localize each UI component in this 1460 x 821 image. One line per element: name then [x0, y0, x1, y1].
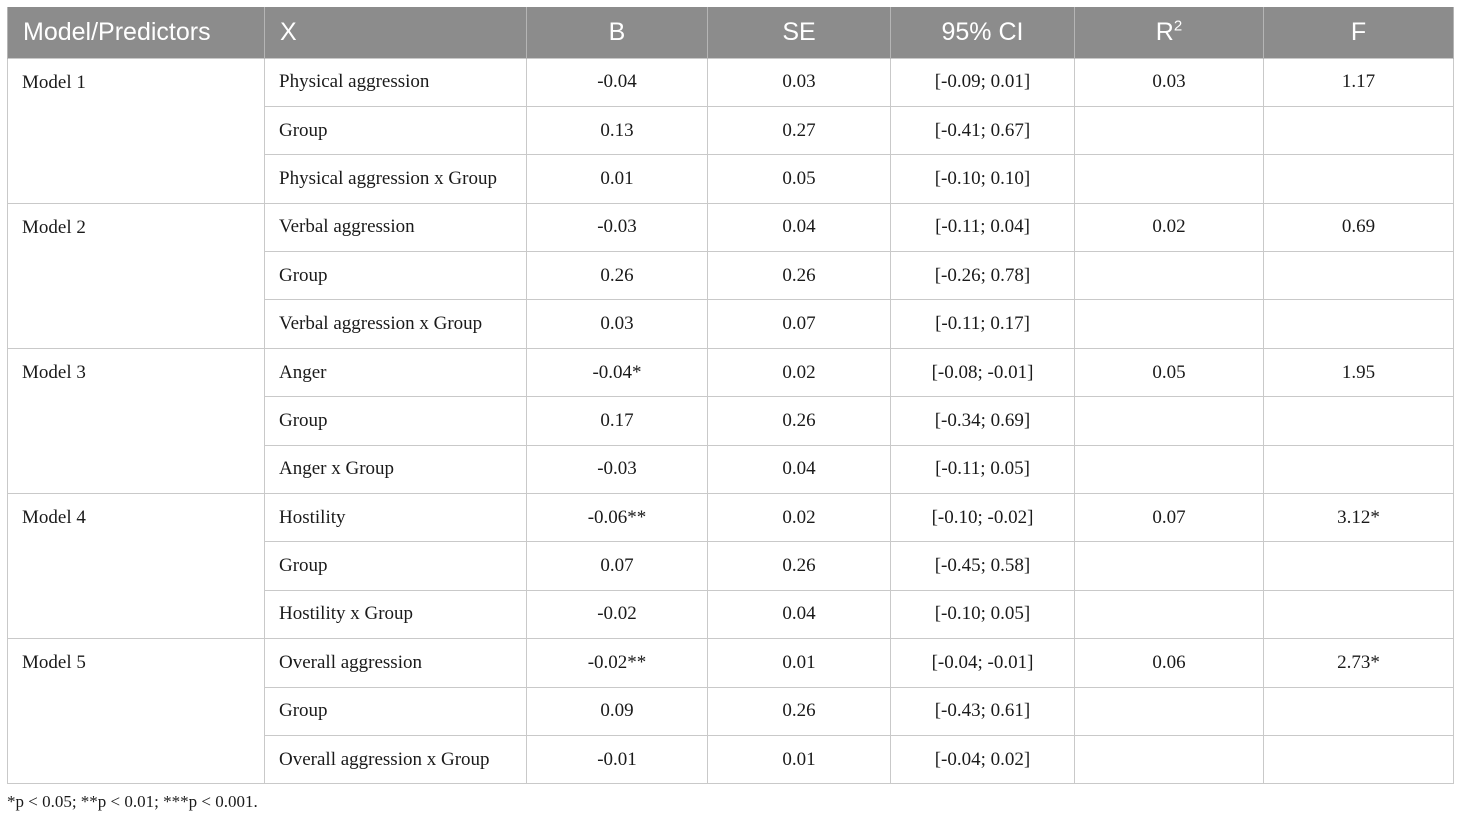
se-cell: 0.04 [708, 203, 891, 251]
model-label: Model 4 [8, 494, 265, 639]
table-header-row [8, 7, 1454, 58]
b-cell: 0.01 [527, 155, 708, 203]
r2-cell [1075, 300, 1264, 348]
r2-cell: 0.03 [1075, 58, 1264, 106]
r2-cell [1075, 590, 1264, 638]
b-cell: 0.26 [527, 252, 708, 300]
f-cell: 3.12* [1264, 494, 1454, 542]
b-cell: 0.17 [527, 397, 708, 445]
se-cell: 0.26 [708, 397, 891, 445]
f-cell [1264, 687, 1454, 735]
ci-cell: [-0.10; -0.02] [891, 494, 1075, 542]
ci-cell: [-0.11; 0.04] [891, 203, 1075, 251]
header-r2-superscript: 2 [1173, 17, 1183, 35]
predictor-cell: Group [265, 106, 527, 154]
ci-cell: [-0.10; 0.10] [891, 155, 1075, 203]
se-cell: 0.26 [708, 542, 891, 590]
se-cell: 0.05 [708, 155, 891, 203]
b-cell: -0.04 [527, 58, 708, 106]
significance-footnote: *p < 0.05; **p < 0.01; ***p < 0.001. [7, 792, 258, 811]
b-cell: 0.09 [527, 687, 708, 735]
model-label: Model 5 [8, 639, 265, 784]
table-body [8, 58, 1454, 784]
predictor-cell: Verbal aggression x Group [265, 300, 527, 348]
ci-cell: [-0.09; 0.01] [891, 58, 1075, 106]
se-cell: 0.02 [708, 348, 891, 396]
b-cell: 0.07 [527, 542, 708, 590]
predictor-cell: Group [265, 542, 527, 590]
predictor-cell: Group [265, 252, 527, 300]
header-r2 [1075, 7, 1264, 58]
r2-cell [1075, 397, 1264, 445]
ci-cell: [-0.43; 0.61] [891, 687, 1075, 735]
f-cell: 1.95 [1264, 348, 1454, 396]
f-cell [1264, 590, 1454, 638]
ci-cell: [-0.11; 0.17] [891, 300, 1075, 348]
b-cell: -0.03 [527, 445, 708, 493]
header-r2-base: R [1155, 17, 1174, 46]
b-cell: -0.04* [527, 348, 708, 396]
f-cell [1264, 106, 1454, 154]
header-se: SE [708, 7, 891, 58]
b-cell: 0.03 [527, 300, 708, 348]
r2-cell [1075, 687, 1264, 735]
header-f: F [1264, 7, 1454, 58]
r2-cell: 0.02 [1075, 203, 1264, 251]
predictor-cell: Anger [265, 348, 527, 396]
se-cell: 0.02 [708, 494, 891, 542]
r2-cell [1075, 155, 1264, 203]
predictor-cell: Group [265, 687, 527, 735]
f-cell [1264, 445, 1454, 493]
model-label: Model 1 [8, 58, 265, 203]
table-row [8, 639, 1454, 687]
r2-cell: 0.07 [1075, 494, 1264, 542]
r2-cell [1075, 735, 1264, 783]
ci-cell: [-0.04; -0.01] [891, 639, 1075, 687]
f-cell: 2.73* [1264, 639, 1454, 687]
b-cell: -0.01 [527, 735, 708, 783]
predictor-cell: Physical aggression x Group [265, 155, 527, 203]
f-cell [1264, 300, 1454, 348]
f-cell: 1.17 [1264, 58, 1454, 106]
se-cell: 0.26 [708, 252, 891, 300]
se-cell: 0.04 [708, 445, 891, 493]
se-cell: 0.04 [708, 590, 891, 638]
se-cell: 0.03 [708, 58, 891, 106]
r2-cell [1075, 542, 1264, 590]
f-cell [1264, 155, 1454, 203]
predictor-cell: Physical aggression [265, 58, 527, 106]
model-label: Model 2 [8, 203, 265, 348]
ci-cell: [-0.45; 0.58] [891, 542, 1075, 590]
se-cell: 0.01 [708, 735, 891, 783]
se-cell: 0.07 [708, 300, 891, 348]
f-cell [1264, 735, 1454, 783]
table-row [8, 494, 1454, 542]
predictor-cell: Group [265, 397, 527, 445]
table-row [8, 348, 1454, 396]
predictor-cell: Verbal aggression [265, 203, 527, 251]
predictor-cell: Overall aggression x Group [265, 735, 527, 783]
f-cell: 0.69 [1264, 203, 1454, 251]
b-cell: 0.13 [527, 106, 708, 154]
predictor-cell: Hostility [265, 494, 527, 542]
ci-cell: [-0.34; 0.69] [891, 397, 1075, 445]
header-x: X [265, 7, 527, 58]
f-cell [1264, 542, 1454, 590]
ci-cell: [-0.10; 0.05] [891, 590, 1075, 638]
predictor-cell: Hostility x Group [265, 590, 527, 638]
regression-results-table [7, 7, 1454, 784]
ci-cell: [-0.04; 0.02] [891, 735, 1075, 783]
table-row [8, 58, 1454, 106]
predictor-cell: Anger x Group [265, 445, 527, 493]
r2-cell [1075, 252, 1264, 300]
ci-cell: [-0.11; 0.05] [891, 445, 1075, 493]
b-cell: -0.06** [527, 494, 708, 542]
header-model-predictors: Model/Predictors [8, 7, 265, 58]
r2-cell [1075, 106, 1264, 154]
b-cell: -0.03 [527, 203, 708, 251]
ci-cell: [-0.08; -0.01] [891, 348, 1075, 396]
header-ci: 95% CI [891, 7, 1075, 58]
header-b: B [527, 7, 708, 58]
model-label: Model 3 [8, 348, 265, 493]
se-cell: 0.27 [708, 106, 891, 154]
b-cell: -0.02** [527, 639, 708, 687]
ci-cell: [-0.26; 0.78] [891, 252, 1075, 300]
table-row [8, 203, 1454, 251]
r2-cell: 0.05 [1075, 348, 1264, 396]
f-cell [1264, 397, 1454, 445]
r2-cell [1075, 445, 1264, 493]
b-cell: -0.02 [527, 590, 708, 638]
se-cell: 0.26 [708, 687, 891, 735]
predictor-cell: Overall aggression [265, 639, 527, 687]
r2-cell: 0.06 [1075, 639, 1264, 687]
f-cell [1264, 252, 1454, 300]
se-cell: 0.01 [708, 639, 891, 687]
ci-cell: [-0.41; 0.67] [891, 106, 1075, 154]
